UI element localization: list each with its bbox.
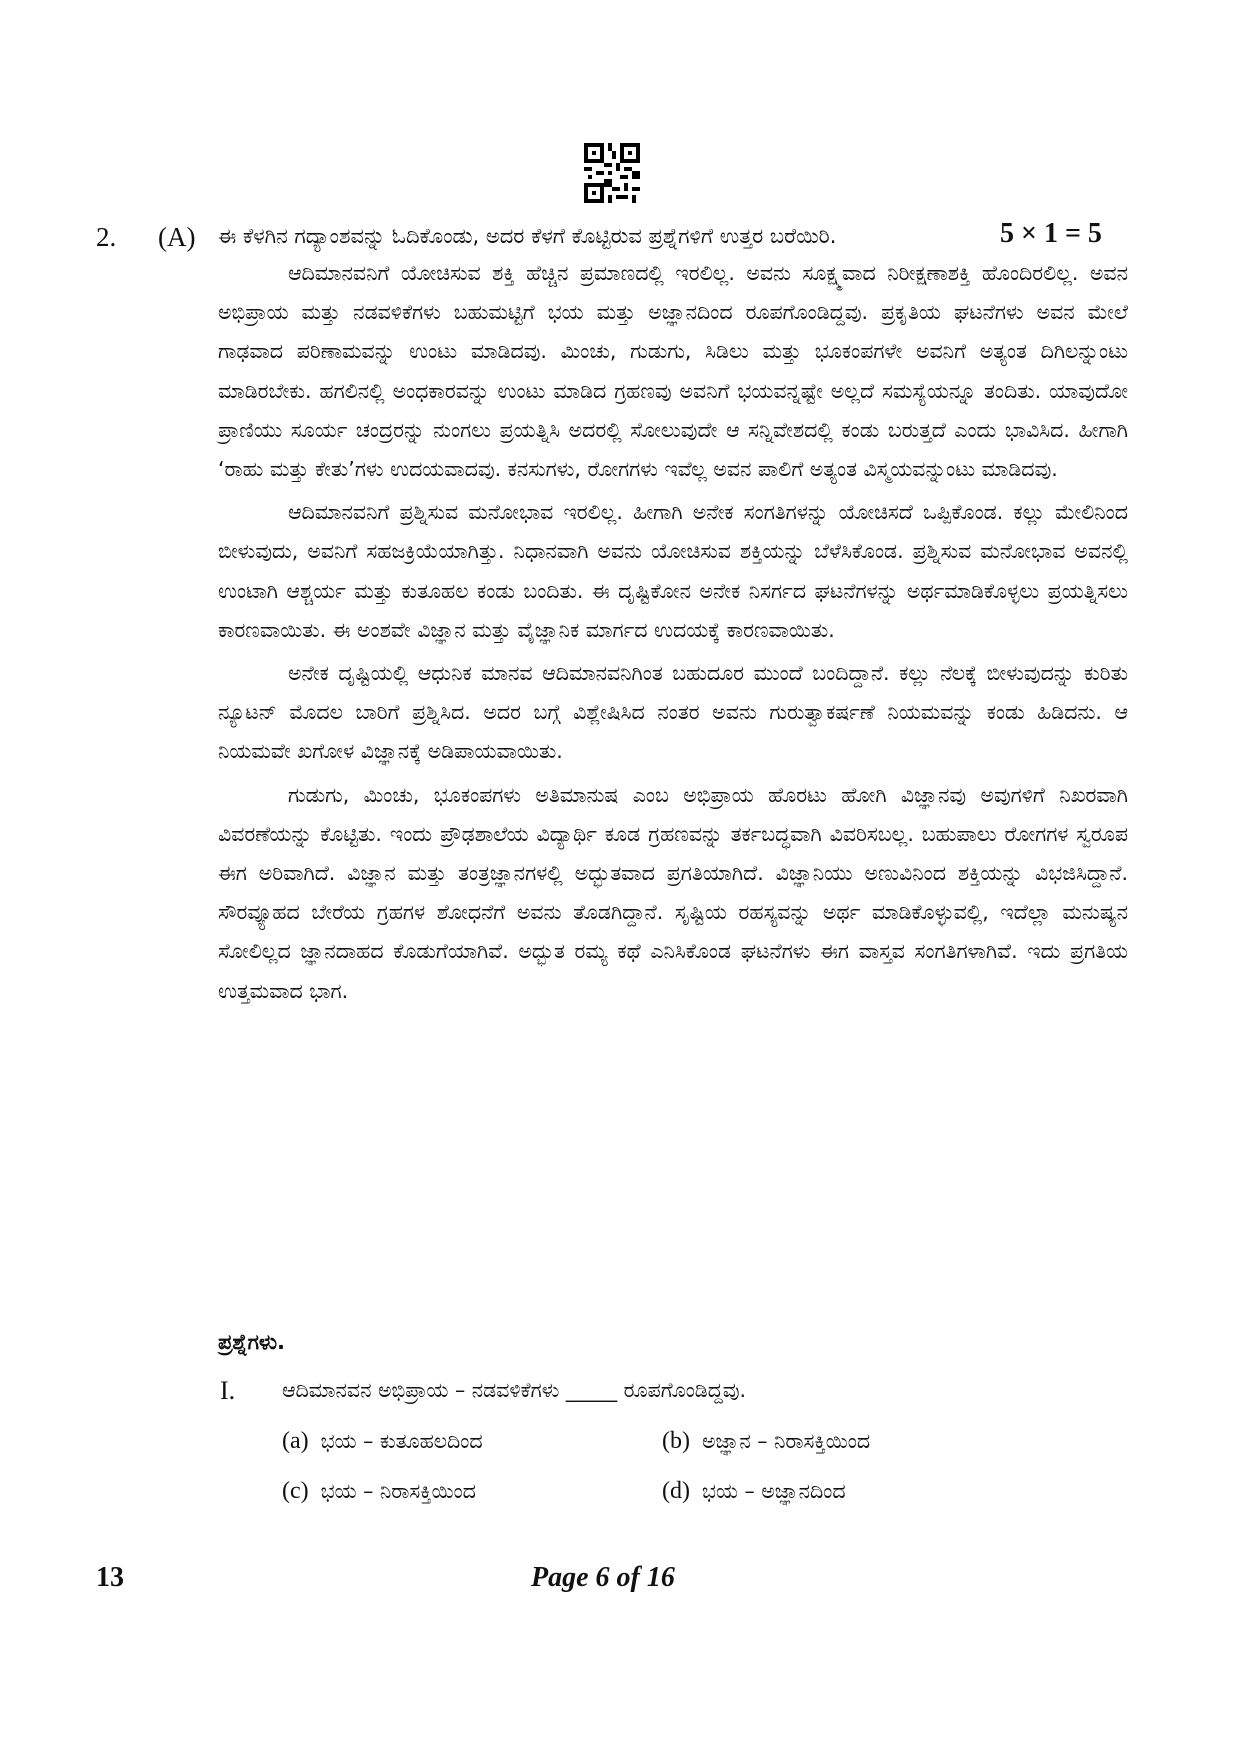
option-text: ಭಯ – ನಿರಾಸಕ್ತಿಯಿಂದ bbox=[320, 1479, 476, 1503]
page-number: Page 6 of 16 bbox=[531, 1562, 675, 1593]
marks-allotment: 5 × 1 = 5 bbox=[1000, 218, 1102, 249]
option-label: (c) bbox=[282, 1478, 309, 1504]
question-instruction: ಈ ಕೆಳಗಿನ ಗದ್ಯಾಂಶವನ್ನು ಓದಿಕೊಂಡು, ಅದರ ಕೆಳಗೆ ಕೊಟ್ಟಿರುವ ಪ್ರಶ್ನೆಗಳಿಗೆ ಉತ್ತರ ಬರೆಯಿರಿ. bbox=[218, 224, 837, 248]
paper-code: 13 bbox=[96, 1562, 124, 1593]
option-c bbox=[282, 1478, 476, 1505]
option-text: ಭಯ – ಕುತೂಹಲದಿಂದ bbox=[320, 1429, 483, 1453]
question-number: 2. bbox=[96, 222, 117, 252]
option-a bbox=[282, 1428, 483, 1455]
passage-paragraph: ಆದಿಮಾನವನಿಗೆ ಪ್ರಶ್ನಿಸುವ ಮನೋಭಾವ ಇರಲಿಲ್ಲ. ಹೀಗಾಗಿ ಅನೇಕ ಸಂಗತಿಗಳನ್ನು ಯೋಚಿಸದೆ ಒಪ್ಪಿಕೊಂಡ. ಕಲ್ಲು ಮೇಲಿನಿಂದ ಬೀಳುವುದು, ಅವನಿಗೆ ಸಹಜಕ್ರಿಯೆಯಾಗಿತ್ತು. ನಿಧಾನವಾಗಿ ಅವನು ಯೋಚಿಸುವ ಶಕ್ತಿಯನ್ನು ಬೆಳೆಸಿಕೊಂಡ. ಪ್ರಶ್ನಿಸುವ ಮನೋಭಾವ ಅವನಲ್ಲಿ ಉಂಟಾಗಿ ಆಶ್ಚರ್ಯ ಮತ್ತು ಕುತೂಹಲ ಕಂಡು ಬಂದಿತು. ಈ ದೃಷ್ಟಿಕೋನ ಅನೇಕ ನಿಸರ್ಗದ ಘಟನೆಗಳನ್ನು ಅರ್ಥಮಾಡಿಕೊಳ್ಳಲು ಪ್ರಯತ್ನಿಸಲು ಕಾರಣವಾಯಿತು. ಈ ಅಂಶವೇ ವಿಜ್ಞಾನ ಮತ್ತು ವೈಜ್ಞಾನಿಕ ಮಾರ್ಗದ ಉದಯಕ್ಕೆ ಕಾರಣವಾಯಿತು. bbox=[218, 500, 1128, 642]
option-d bbox=[662, 1478, 846, 1505]
option-label: (b) bbox=[662, 1428, 690, 1454]
question-part-label: (A) bbox=[158, 222, 196, 252]
sub-question-number: I. bbox=[220, 1376, 236, 1405]
passage-paragraph: ಆದಿಮಾನವನಿಗೆ ಯೋಚಿಸುವ ಶಕ್ತಿ ಹೆಚ್ಚಿನ ಪ್ರಮಾಣದಲ್ಲಿ ಇರಲಿಲ್ಲ. ಅವನು ಸೂಕ್ಷ್ಮವಾದ ನಿರೀಕ್ಷಣಾಶಕ್ತಿ ಹೊಂದಿರಲಿಲ್ಲ. ಅವನ ಅಭಿಪ್ರಾಯ ಮತ್ತು ನಡವಳಿಕೆಗಳು ಬಹುಮಟ್ಟಿಗೆ ಭಯ ಮತ್ತು ಅಜ್ಞಾನದಿಂದ ರೂಪಗೊಂಡಿದ್ದವು. ಪ್ರಕೃತಿಯ ಘಟನೆಗಳು ಅವನ ಮೇಲೆ ಗಾಢವಾದ ಪರಿಣಾಮವನ್ನು ಉಂಟು ಮಾಡಿದವು. ಮಿಂಚು, ಗುಡುಗು, ಸಿಡಿಲು ಮತ್ತು ಭೂಕಂಪಗಳೇ ಅವನಿಗೆ ಅತ್ಯಂತ ದಿಗಿಲನ್ನುಂಟು ಮಾಡಿರಬೇಕು. ಹಗಲಿನಲ್ಲಿ ಅಂಧಕಾರವನ್ನು ಉಂಟು ಮಾಡಿದ ಗ್ರಹಣವು ಅವನಿಗೆ ಭಯವನ್ನಷ್ಟೇ ಅಲ್ಲದೆ ಸಮಸ್ಯೆಯನ್ನೂ ತಂದಿತು. ಯಾವುದೋ ಪ್ರಾಣಿಯು ಸೂರ್ಯ ಚಂದ್ರರನ್ನು ನುಂಗಲು ಪ್ರಯತ್ನಿಸಿ ಅದರಲ್ಲಿ ಸೋಲುವುದೇ ಆ ಸನ್ನಿವೇಶದಲ್ಲಿ ಕಂಡು ಬರುತ್ತದೆ ಎಂದು ಭಾವಿಸಿದ. ಹೀಗಾಗಿ ‘ರಾಹು ಮತ್ತು ಕೇತು’ಗಳು ಉದಯವಾದವು. ಕನಸುಗಳು, ರೋಗಗಳು ಇವೆಲ್ಲ ಅವನ ಪಾಲಿಗೆ ಅತ್ಯಂತ ವಿಸ್ಮಯವನ್ನುಂಟು ಮಾಡಿದವು. bbox=[218, 261, 1128, 482]
passage-paragraph: ಅನೇಕ ದೃಷ್ಟಿಯಲ್ಲಿ ಆಧುನಿಕ ಮಾನವ ಆದಿಮಾನವನಿಗಿಂತ ಬಹುದೂರ ಮುಂದೆ ಬಂದಿದ್ದಾನೆ. ಕಲ್ಲು ನೆಲಕ್ಕೆ ಬೀಳುವುದನ್ನು ಕುರಿತು ನ್ಯೂಟನ್ ಮೊದಲ ಬಾರಿಗೆ ಪ್ರಶ್ನಿಸಿದ. ಅದರ ಬಗ್ಗೆ ವಿಶ್ಲೇಷಿಸಿದ ನಂತರ ಅವನು ಗುರುತ್ವಾಕರ್ಷಣೆ ನಿಯಮವನ್ನು ಕಂಡು ಹಿಡಿದನು. ಆ ನಿಯಮವೇ ಖಗೋಳ ವಿಜ್ಞಾನಕ್ಕೆ ಅಡಿಪಾಯವಾಯಿತು. bbox=[218, 661, 1128, 764]
passage-paragraph: ಗುಡುಗು, ಮಿಂಚು, ಭೂಕಂಪಗಳು ಅತಿಮಾನುಷ ಎಂಬ ಅಭಿಪ್ರಾಯ ಹೊರಟು ಹೋಗಿ ವಿಜ್ಞಾನವು ಅವುಗಳಿಗೆ ನಿಖರವಾಗಿ ವಿವರಣೆಯನ್ನು ಕೊಟ್ಟಿತು. ಇಂದು ಪ್ರೌಢಶಾಲೆಯ ವಿದ್ಯಾರ್ಥಿ ಕೂಡ ಗ್ರಹಣವನ್ನು ತರ್ಕಬದ್ಧವಾಗಿ ವಿವರಿಸಬಲ್ಲ. ಬಹುಪಾಲು ರೋಗಗಳ ಸ್ವರೂಪ ಈಗ ಅರಿವಾಗಿದೆ. ವಿಜ್ಞಾನ ಮತ್ತು ತಂತ್ರಜ್ಞಾನಗಳಲ್ಲಿ ಅದ್ಭುತವಾದ ಪ್ರಗತಿಯಾಗಿದೆ. ವಿಜ್ಞಾನಿಯು ಅಣುವಿನಿಂದ ಶಕ್ತಿಯನ್ನು ವಿಭಜಿಸಿದ್ದಾನೆ. ಸೌರವ್ಯೂಹದ ಬೇರೆಯ ಗ್ರಹಗಳ ಶೋಧನೆಗೆ ಅವನು ತೊಡಗಿದ್ದಾನೆ. ಸೃಷ್ಟಿಯ ರಹಸ್ಯವನ್ನು ಅರ್ಥ ಮಾಡಿಕೊಳ್ಳುವಲ್ಲಿ, ಇದೆಲ್ಲಾ ಮನುಷ್ಯನ ಸೋಲಿಲ್ಲದ ಜ್ಞಾನದಾಹದ ಕೊಡುಗೆಯಾಗಿವೆ. ಅದ್ಭುತ ರಮ್ಯ ಕಥೆ ಎನಿಸಿಕೊಂಡ ಘಟನೆಗಳು ಈಗ ವಾಸ್ತವ ಸಂಗತಿಗಳಾಗಿವೆ. ಇದು ಪ್ರಗತಿಯ ಉತ್ತಮವಾದ ಭಾಗ. bbox=[218, 782, 1128, 1003]
option-b bbox=[662, 1428, 870, 1455]
option-label: (a) bbox=[282, 1428, 309, 1454]
reading-passage bbox=[218, 254, 1128, 1015]
sub-question-text: ಆದಿಮಾನವನ ಅಭಿಪ್ರಾಯ – ನಡವಳಿಕೆಗಳು _____ ರೂಪಗೊಂಡಿದ್ದವು. bbox=[282, 1378, 747, 1402]
qr-code-icon bbox=[584, 142, 640, 204]
option-text: ಅಜ್ಞಾನ – ನಿರಾಸಕ್ತಿಯಿಂದ bbox=[701, 1429, 871, 1453]
questions-heading: ಪ್ರಶ್ನೆಗಳು. bbox=[218, 1330, 285, 1354]
option-label: (d) bbox=[662, 1478, 690, 1504]
option-text: ಭಯ – ಅಜ್ಞಾನದಿಂದ bbox=[701, 1479, 846, 1503]
